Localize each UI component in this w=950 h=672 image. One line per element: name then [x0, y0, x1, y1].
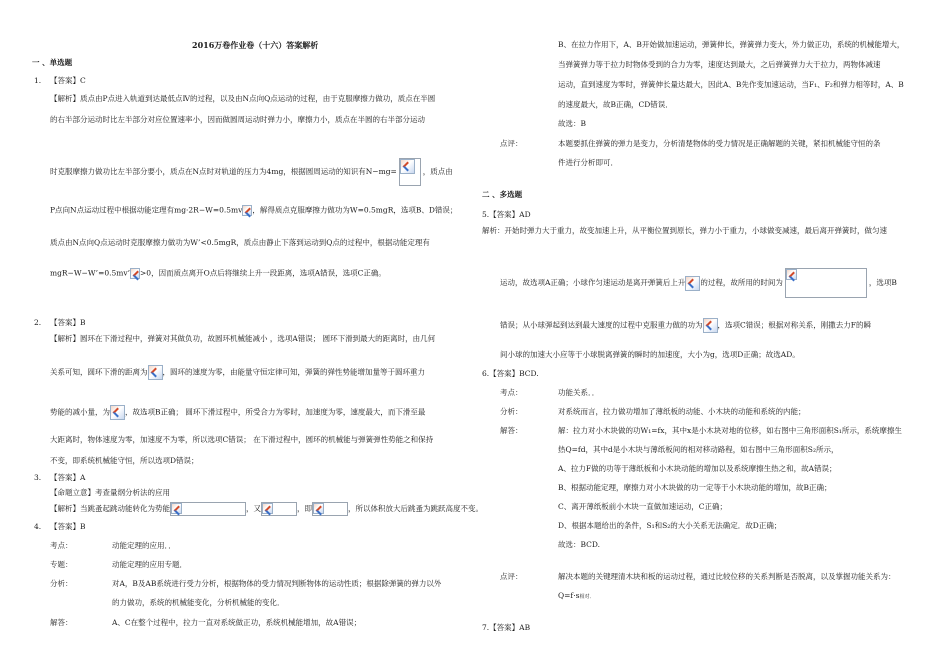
q6-answer: 6.【答案】BCD.: [482, 369, 539, 378]
broken-image-icon: [110, 405, 125, 420]
q5-analysis-line: 运动，故选项A正确；小球作匀速运动是离开弹簧后上升 的过程，故所用的时间为 ，选项B: [500, 268, 897, 298]
q4-continued-line: 当弹簧弹力等于拉力时物体受到的合力为零，速度达到最大，之后弹簧弹力大于拉力，两物体减速: [558, 60, 881, 69]
right-column: [482, 0, 905, 672]
q4-comment: 点评： 本题要抓住弹簧的弹力是变力，分析清楚物体的受力情况是正确解题的关键，紧扣机械能守恒的条: [500, 139, 881, 148]
q6-solution: 解答： 解：拉力对小木块做的功W₁=fx，其中x是小木块对地的位移，如右图中三角形面积S₁所示，系统摩擦生: [500, 426, 902, 435]
q4-choice: 故选：B: [558, 119, 587, 128]
broken-image-icon: [262, 503, 273, 514]
section-single-choice: 一 、单选题: [32, 58, 73, 67]
formula-image: [785, 268, 867, 298]
q1-analysis-line: 质点由N点向Q点运动时克服摩擦力做功为W’<0.5mgR，质点由静止下落到运动到Q点的过程中，根据动能定理有: [50, 238, 430, 247]
document-title: 2016万卷作业卷（十六）答案解析: [192, 40, 319, 50]
q2-analysis-line: 大距离时，物体速度为零，加速度不为零，所以选项C错误； 在下滑过程中，圆环的机械能与弹簧弹性势能之和保持: [50, 435, 434, 444]
q6-comment: 点评： 解决本题的关键理清木块和板的运动过程，通过比较位移的关系判断是否脱离，以及掌握功能关系为：: [500, 572, 896, 581]
q4-number: 4.: [34, 522, 42, 531]
q1-analysis-line: mgR−W−W’=0.5mv’ >0，因而质点离开O点后将继续上升一段距离，选项A错误，选项C正确。: [50, 268, 386, 278]
q3-intent: 【命题立意】考查量纲分析法的应用: [50, 488, 170, 497]
q3-answer: 【答案】A: [50, 473, 86, 482]
q4-comment-cont: 件进行分析即可．: [558, 158, 618, 167]
q6-solution-line: B、根据动能定理，摩擦力对小木块做的功一定等于小木块动能的增加，故B正确；: [558, 483, 832, 492]
broken-image-icon: [130, 268, 140, 279]
q6-solution-line: 热Q=fd，其中d是小木块与薄纸板间的相对移动路程，如右图中三角形面积S₂所示，: [558, 445, 839, 454]
broken-image-icon: [703, 318, 718, 333]
broken-image-icon: [171, 503, 182, 514]
left-column: [32, 0, 483, 672]
q4-analysis: 分析： 对A，B及AB系统进行受力分析，根据物体的受力情况判断物体的运动性质；根据除弹簧的弹力以外: [50, 579, 442, 588]
q5-analysis-line: 错误；从小球弹起到达到最大速度的过程中克服重力做的功为 ，选项C错误；根据对称关系，刚撒去力F的瞬: [500, 318, 871, 333]
q3-number: 3.: [34, 473, 42, 482]
q1-analysis-line: 【解析】质点由P点进入轨道到达最低点Ⅳ的过程，以及由N点向Q点运动的过程，由于克服摩擦力做功，质点在半圆: [50, 94, 436, 103]
q4-solution: 解答： A、C在整个过程中，拉力一直对系统做正功，系统机械能增加，故A错误；: [50, 618, 362, 627]
q2-analysis-line: 关系可知，圆环下滑的距离为 ，圆环的速度为零，由能量守恒定律可知，弹簧的弹性势能增加量等于圆环重力: [50, 365, 425, 380]
q2-analysis-line: 【解析】圆环在下滑过程中，弹簧对其做负功，故圆环机械能减小 ，选项A错误； 圆环下滑到最大的距离时，由几何: [50, 334, 436, 343]
q2-analysis-line: 势能的减小量，为 ，故选项B正确； 圆环下滑过程中，所受合力为零时，加速度为零，速度最大，而下滑至最: [50, 405, 425, 420]
q4-topic: 专题： 动能定理的应用专题．: [50, 560, 187, 569]
broken-image-icon: [242, 205, 252, 216]
broken-image-icon: [400, 159, 415, 174]
q4-continued-line: B、在拉力作用下，A、B开始做加速运动，弹簧伸长，弹簧弹力变大，外力做正功，系统的机械能增大，: [558, 40, 905, 49]
broken-image-icon: [148, 365, 163, 380]
q6-solution-line: C、离开薄纸板前小木块一直做加速运动，C正确；: [558, 502, 727, 511]
q4-analysis-cont: 的力做功，系统的机械能变化，分析机械能的变化．: [112, 598, 285, 607]
q2-analysis-line: 不变，即系统机械能守恒，所以选项D错误；: [50, 456, 199, 465]
q6-solution-line: A、拉力F做的功等于薄纸板和小木块动能的增加以及系统摩擦生热之和，故A错误；: [558, 464, 837, 473]
section-multiple-choice: 二 、多选题: [482, 190, 523, 199]
q7-answer: 7.【答案】AB: [482, 623, 531, 632]
broken-image-icon: [313, 503, 324, 514]
q6-choice: 故选：BCD.: [558, 540, 601, 549]
q1-number: 1.: [34, 76, 42, 85]
q2-number: 2.: [34, 318, 42, 327]
formula-image: [261, 502, 297, 516]
q5-answer: 5.【答案】AD: [482, 210, 531, 219]
q4-continued-line: 的速度最大，故B正确，CD错误．: [558, 100, 673, 109]
q4-keypoint: 考点： 动能定理的应用．．: [50, 541, 176, 550]
q1-analysis-line: 的右半部分运动时比左半部分对应位置速率小，因而做圆周运动时弹力小，摩擦力小，质点在半圆的右半部分运动: [50, 115, 425, 124]
q5-analysis-line: 解析：开始时弹力大于重力，故变加速上升，从平衡位置到原长，弹力小于重力，小球做变减速，最后离开弹簧时，做匀速: [482, 226, 887, 235]
q6-analysis: 分析： 对系统而言，拉力做功增加了薄纸板的动能、小木块的动能和系统的内能；: [500, 407, 806, 416]
formula-image: [312, 502, 348, 516]
q1-answer: 【答案】C: [50, 76, 86, 85]
q4-answer: 【答案】B: [50, 522, 86, 531]
q5-analysis-line: 间小球的加速大小应等于小球脱离弹簧的瞬时的加速度，大小为g，选项D正确；故选AD。: [500, 350, 800, 359]
q6-solution-line: D、根据本题给出的条件，S₁和S₂的大小关系无法确定．故D正确；: [558, 521, 782, 530]
q3-analysis-line: 【解析】当跳蚤起跳动能转化为势能 ，又 ，即 ，所以体积放大后跳蚤为跳跃高度不变。: [50, 502, 483, 516]
q6-comment-cont: Q=f·s相对．: [558, 591, 595, 600]
broken-image-icon: [786, 269, 797, 280]
q4-continued-line: 运动，直到速度为零时，弹簧伸长量达最大，因此A、B先作变加速运动，当F₁、F₂和弹力相等时，A、B: [558, 80, 904, 89]
q1-analysis-line: 时克服摩擦力做功比左半部分要小，质点在N点时对轨道的压力为4mg，根据圆周运动的知识有N−mg= ，质点由: [50, 158, 453, 186]
q6-keypoint: 考点： 功能关系．．: [500, 388, 600, 397]
formula-image: [399, 158, 421, 186]
q2-answer: 【答案】B: [50, 318, 86, 327]
formula-image: [170, 502, 246, 516]
q1-analysis-line: P点向N点运动过程中根据动能定理有mg·2R−W=0.5mv ，解得质点克服摩擦力做功为W=0.5mgR，选项B、D错误；: [50, 205, 458, 215]
broken-image-icon: [685, 276, 700, 291]
